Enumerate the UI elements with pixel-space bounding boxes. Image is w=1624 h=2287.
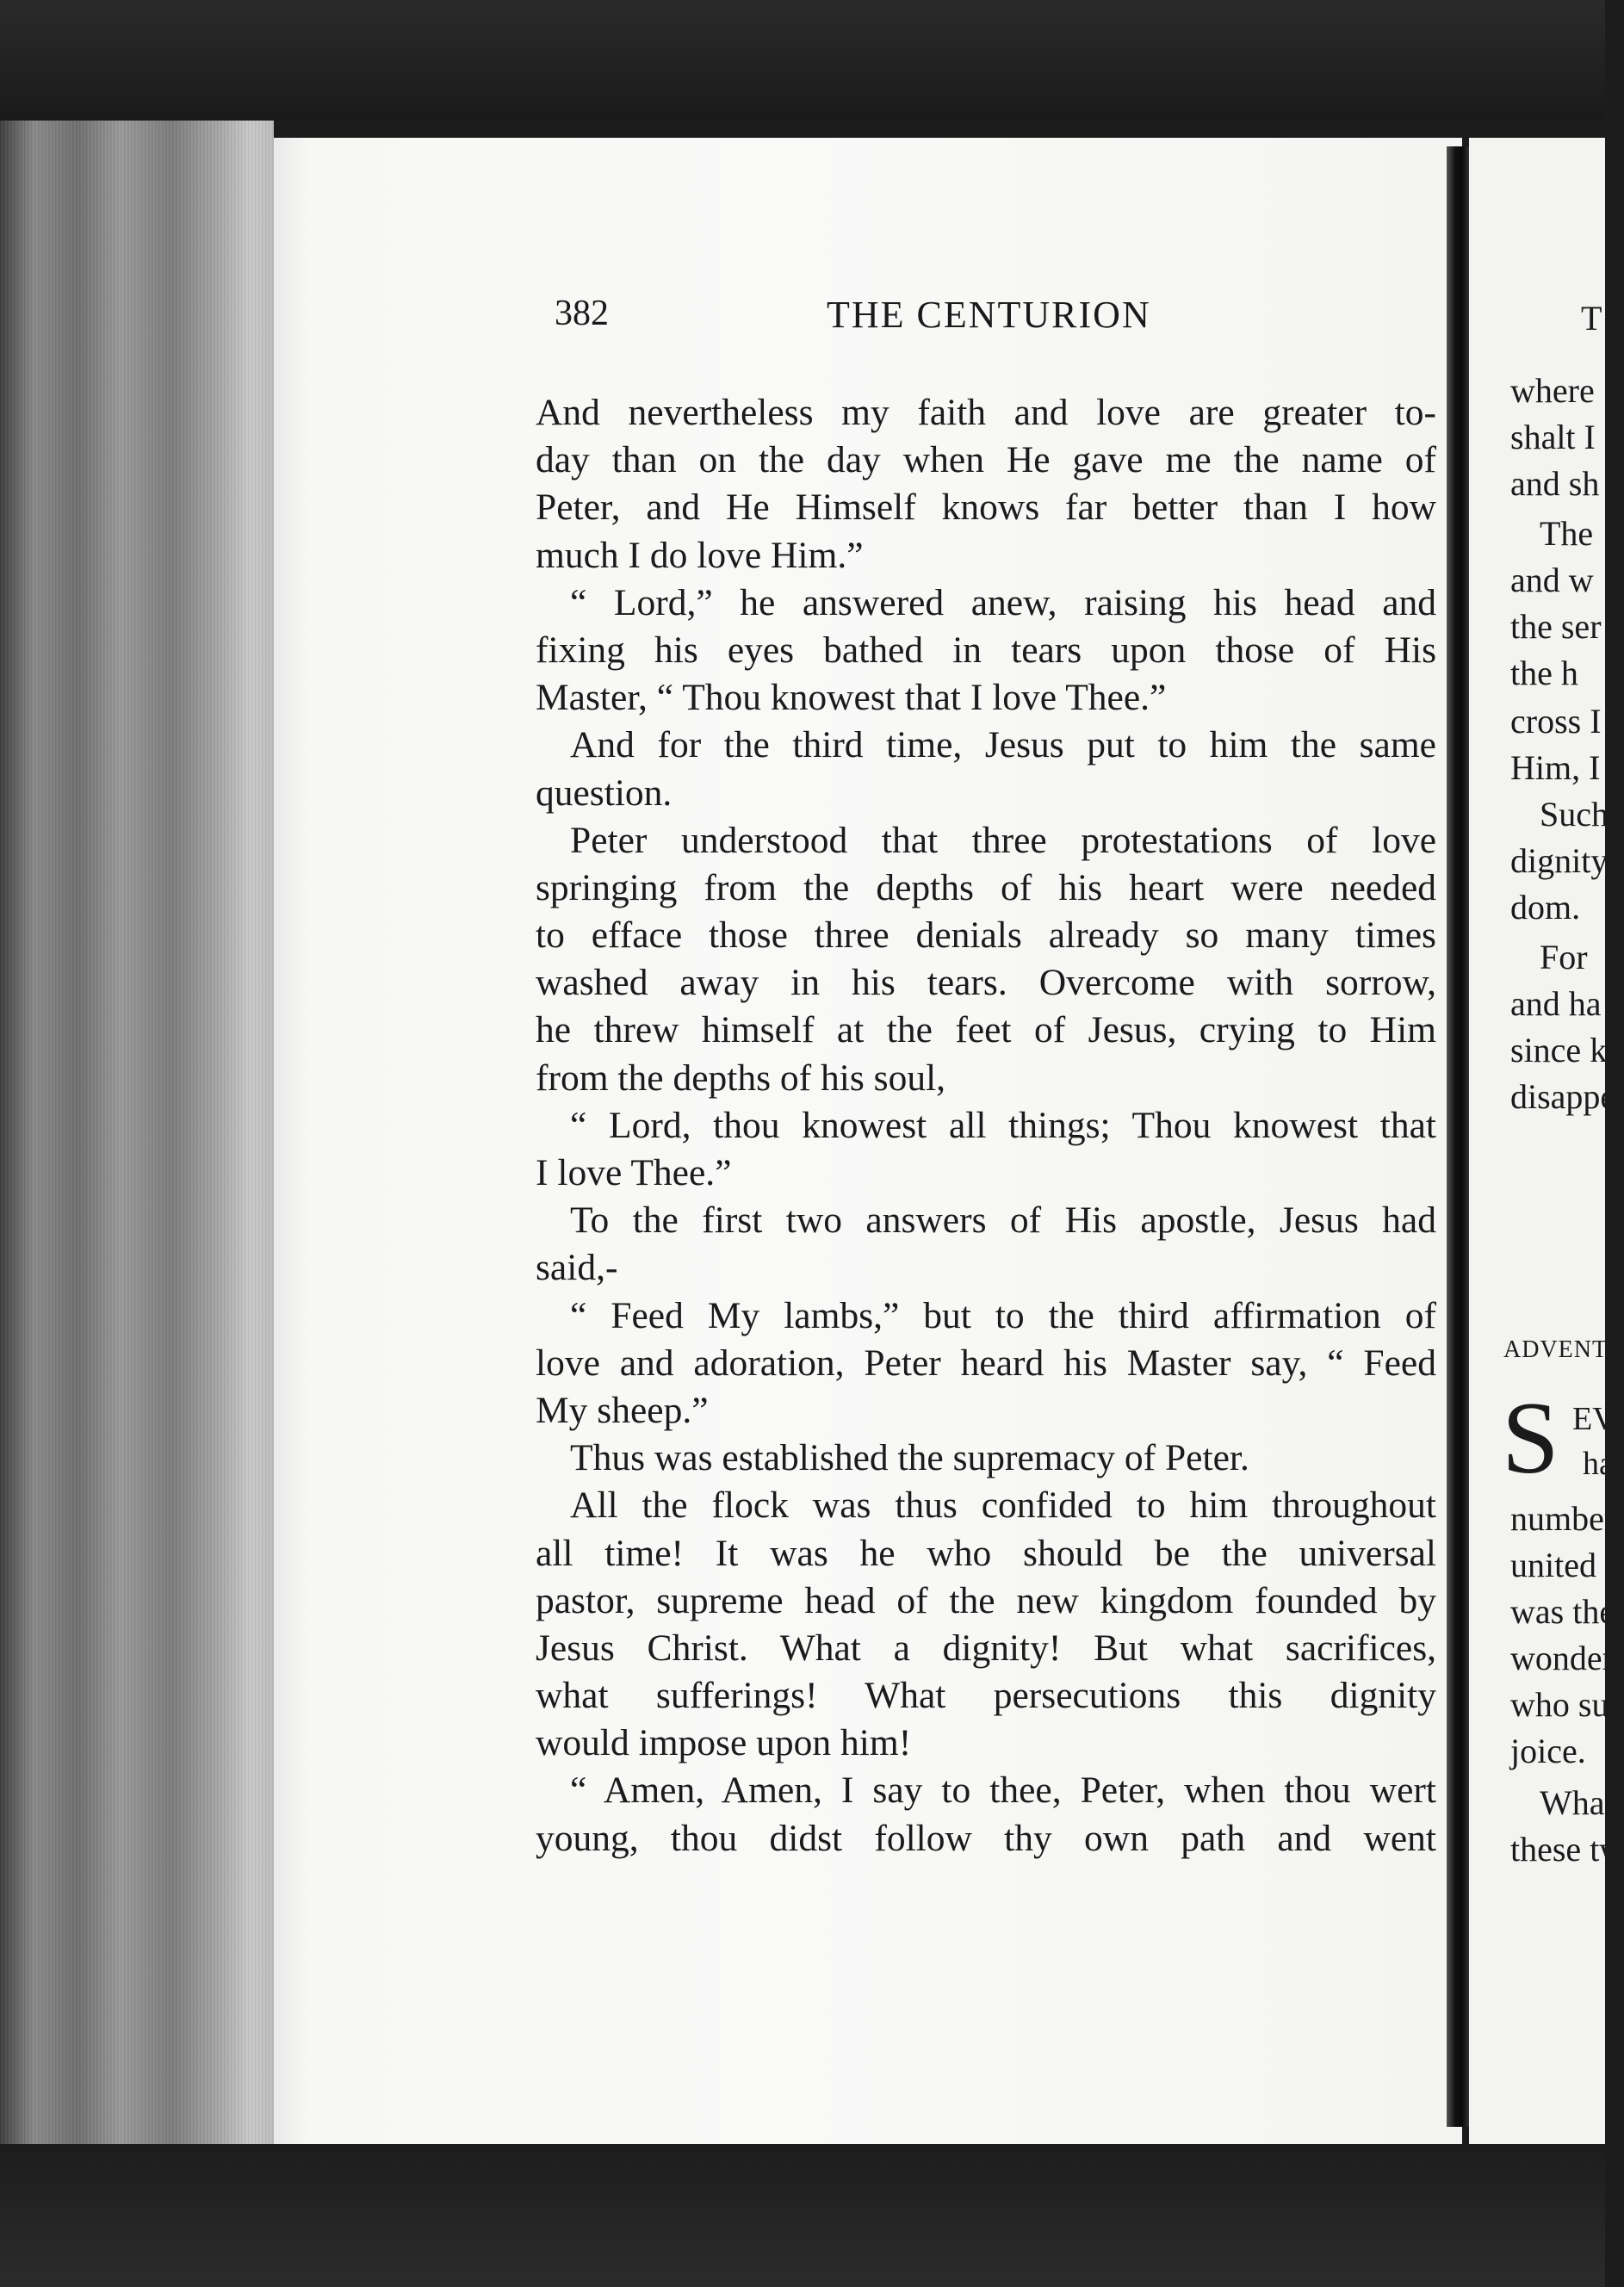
next-page-line: number xyxy=(1510,1499,1616,1538)
next-page-line: and sh xyxy=(1510,464,1600,503)
text-line: love and adoration, Peter heard his Master say, “ Feed xyxy=(536,1342,1436,1384)
text-line: Peter, and He Himself knows far better than I how xyxy=(536,487,1436,529)
text-line: would impose upon him! xyxy=(536,1722,912,1764)
next-page-line: dignity xyxy=(1510,841,1609,880)
text-line: fixing his eyes bathed in tears upon those of His xyxy=(536,629,1436,671)
page-body-text xyxy=(536,389,1436,1862)
next-page-line: who su xyxy=(1510,1685,1609,1724)
next-page-line: since k xyxy=(1510,1031,1608,1069)
next-page-dropcap-line: EV xyxy=(1572,1401,1616,1437)
text-line: to efface those three denials already so many times xyxy=(536,914,1436,957)
text-line: washed away in his tears. Overcome with sorrow, xyxy=(536,962,1436,1004)
next-page-line: Him, I xyxy=(1510,748,1601,787)
next-page-line: For xyxy=(1540,938,1588,976)
next-page-line: united xyxy=(1510,1546,1596,1584)
next-page-line: Such xyxy=(1540,795,1609,834)
text-line: “ Feed My lambs,” but to the third affirmation of xyxy=(570,1294,1436,1336)
text-line: Thus was established the supremacy of Peter. xyxy=(570,1437,1249,1479)
text-line: Jesus Christ. What a dignity! But what sacrifices, xyxy=(536,1627,1436,1669)
scan-background-top xyxy=(0,0,1605,121)
next-page-line: and ha xyxy=(1510,984,1602,1023)
text-line: young, thou didst follow thy own path and went xyxy=(536,1817,1436,1859)
running-title: THE CENTURION xyxy=(827,294,1151,336)
next-page-line: disappe xyxy=(1510,1077,1616,1116)
next-page-line: What xyxy=(1540,1783,1615,1822)
next-page-chapter-heading: ADVENT xyxy=(1503,1336,1609,1363)
text-line: all time! It was he who should be the universal xyxy=(536,1532,1436,1574)
text-line: pastor, supreme head of the new kingdom founded by xyxy=(536,1579,1436,1621)
text-line: from the depths of his soul, xyxy=(536,1057,946,1099)
text-line: question. xyxy=(536,772,673,814)
next-page-line: these tw xyxy=(1510,1830,1624,1869)
next-page-line: shalt I xyxy=(1510,418,1596,456)
next-page-peek xyxy=(1469,138,1624,2144)
book-gutter xyxy=(1447,146,1469,2127)
next-page-line: cross I xyxy=(1510,702,1602,741)
text-line: day than on the day when He gave me the name of xyxy=(536,439,1436,481)
text-line: springing from the depths of his heart were needed xyxy=(536,866,1436,908)
next-page-line: the h xyxy=(1510,654,1578,692)
text-line: And nevertheless my faith and love are greater to- xyxy=(536,392,1436,433)
page-number: 382 xyxy=(555,294,609,333)
text-line: And for the third time, Jesus put to him the same xyxy=(570,724,1436,766)
next-page-line: the ser xyxy=(1510,607,1602,646)
next-page-line: The xyxy=(1540,514,1594,553)
text-line: “ Amen, Amen, I say to thee, Peter, when thou wert xyxy=(570,1769,1436,1812)
text-line: My sheep.” xyxy=(536,1389,709,1431)
scan-background-bottom xyxy=(0,2153,1605,2287)
text-line: he threw himself at the feet of Jesus, crying to Him xyxy=(536,1009,1436,1051)
next-page-dropcap-line: ha xyxy=(1583,1446,1614,1482)
next-page-header-fragment: T xyxy=(1581,299,1602,338)
text-line: To the first two answers of His apostle, Jesus had xyxy=(570,1199,1436,1242)
book-page-stack xyxy=(0,121,274,2144)
text-line: what sufferings! What persecutions this dignity xyxy=(536,1675,1436,1717)
next-page-line: and w xyxy=(1510,561,1594,599)
page-header xyxy=(276,293,1447,362)
text-line: Peter understood that three protestations of love xyxy=(570,819,1436,861)
text-line: All the flock was thus confided to him throughout xyxy=(570,1484,1436,1527)
text-line: said,- xyxy=(536,1247,618,1289)
next-page-line: joice. xyxy=(1510,1732,1586,1770)
next-page-line: dom. xyxy=(1510,888,1581,927)
text-line: “ Lord,” he answered anew, raising his head and xyxy=(570,581,1436,623)
text-line: “ Lord, thou knowest all things; Thou knowest that xyxy=(570,1104,1436,1146)
text-line: I love Thee.” xyxy=(536,1152,732,1193)
next-page-line: wonder xyxy=(1510,1639,1614,1677)
next-page-line: where xyxy=(1510,371,1595,410)
text-line: much I do love Him.” xyxy=(536,534,864,576)
text-line: Master, “ Thou knowest that I love Thee.” xyxy=(536,677,1167,719)
next-page-line: was the xyxy=(1510,1592,1615,1631)
next-page-dropcap: S xyxy=(1502,1380,1559,1495)
